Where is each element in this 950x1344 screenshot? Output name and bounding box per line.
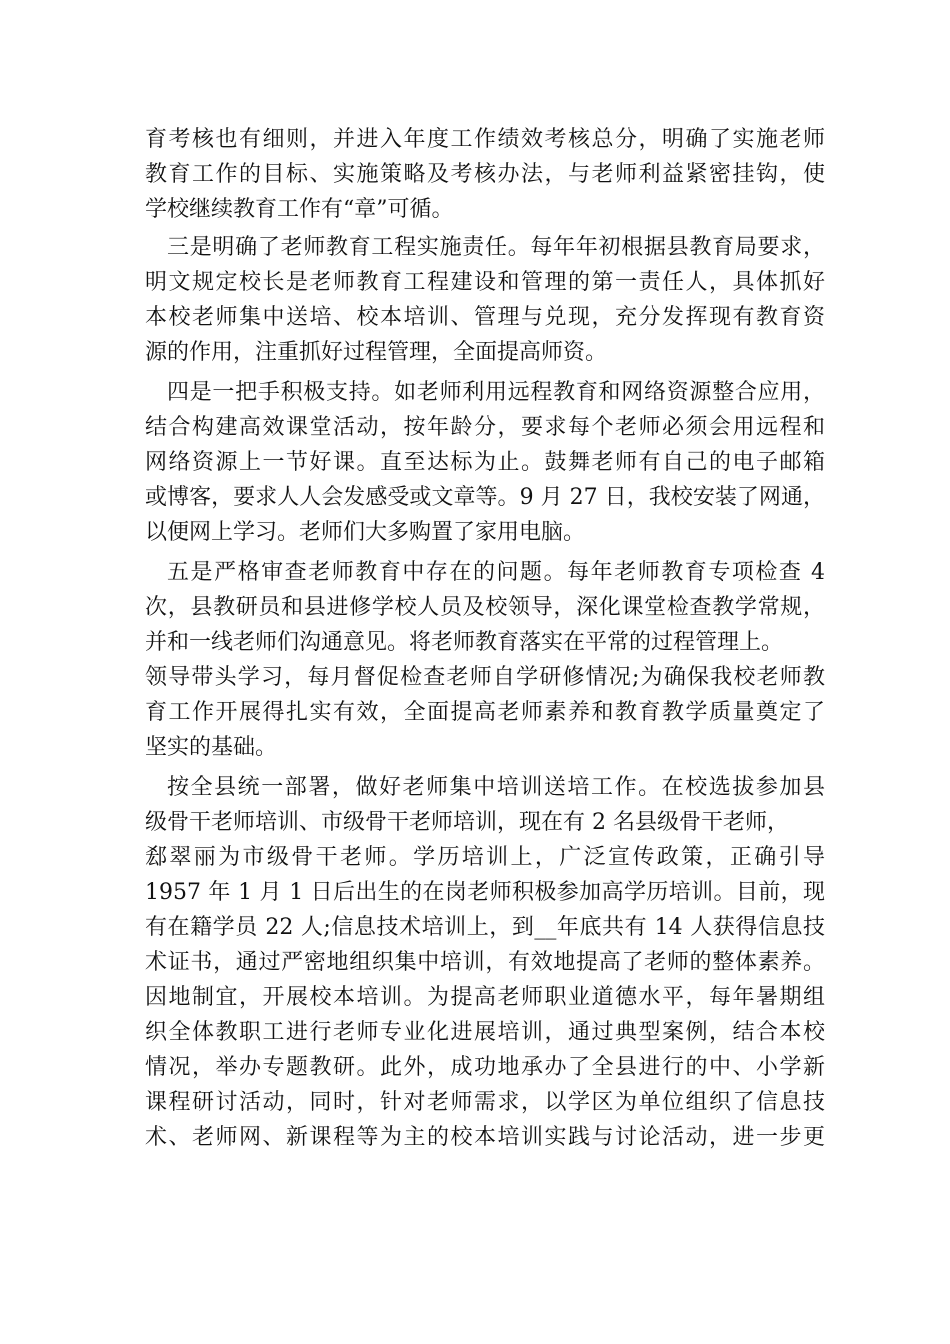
text-line: 次，县教研员和县进修学校人员及校领导，深化课堂检查教学常规，: [145, 595, 825, 620]
text-line: 并和一线老师们沟通意见。将老师教育落实在平常的过程管理上。: [145, 630, 784, 655]
text-line: 术证书，通过严密地组织集中培训，有效地提高了老师的整体素养。: [145, 950, 825, 975]
text-line: 因地制宜，开展校本培训。为提高老师职业道德水平，每年暑期组: [145, 985, 825, 1010]
text-line: 学校继续教育工作有“章”可循。: [145, 197, 454, 222]
paragraph-start-line: 三是明确了老师教育工程实施责任。每年年初根据县教育局要求，: [167, 235, 825, 260]
text-line: 织全体教职工进行老师专业化进展培训，通过典型案例，结合本校: [145, 1020, 825, 1045]
text-line: 明文规定校长是老师教育工程建设和管理的第一责任人，具体抓好: [145, 270, 825, 295]
text-line: 有在籍学员 22 人;信息技术培训上，到__年底共有 14 人获得信息技: [145, 915, 825, 940]
text-line: 课程研讨活动，同时，针对老师需求，以学区为单位组织了信息技: [145, 1090, 825, 1115]
text-line: 结合构建高效课堂活动，按年龄分，要求每个老师必须会用远程和: [145, 415, 825, 440]
text-line: 教育工作的目标、实施策略及考核办法，与老师利益紧密挂钩，使: [145, 162, 825, 187]
paragraph-start-line: 五是严格审查老师教育中存在的问题。每年老师教育专项检查 4: [167, 560, 825, 585]
paragraph-start-line: 按全县统一部署，做好老师集中培训送培工作。在校选拔参加县: [167, 775, 825, 800]
text-line: 坚实的基础。: [145, 735, 278, 760]
text-line: 郄翠丽为市级骨干老师。学历培训上，广泛宣传政策，正确引导: [145, 845, 825, 870]
text-line: 以便网上学习。老师们大多购置了家用电脑。: [145, 520, 586, 545]
text-line: 源的作用，注重抓好过程管理，全面提高师资。: [145, 340, 608, 365]
text-line: 育考核也有细则，并进入年度工作绩效考核总分，明确了实施老师: [145, 127, 825, 152]
text-line: 或博客，要求人人会发感受或文章等。9 月 27 日，我校安装了网通，: [145, 485, 825, 510]
text-line: 情况，举办专题教研。此外，成功地承办了全县进行的中、小学新: [145, 1055, 825, 1080]
text-line: 育工作开展得扎实有效，全面提高老师素养和教育教学质量奠定了: [145, 700, 825, 725]
text-line: 网络资源上一节好课。直至达标为止。鼓舞老师有自己的电子邮箱: [145, 450, 825, 475]
text-line: 本校老师集中送培、校本培训、管理与兑现，充分发挥现有教育资: [145, 305, 825, 330]
text-line: 级骨干老师培训、市级骨干老师培训，现在有 2 名县级骨干老师，: [145, 810, 789, 835]
paragraph-start-line: 四是一把手积极支持。如老师利用远程教育和网络资源整合应用，: [167, 380, 825, 405]
text-line: 领导带头学习，每月督促检查老师自学研修情况;为确保我校老师教: [145, 665, 825, 690]
text-line: 术、老师网、新课程等为主的校本培训实践与讨论活动，进一步更: [145, 1125, 825, 1150]
text-line: 1957 年 1 月 1 日后出生的在岗老师积极参加高学历培训。目前，现: [145, 880, 825, 905]
